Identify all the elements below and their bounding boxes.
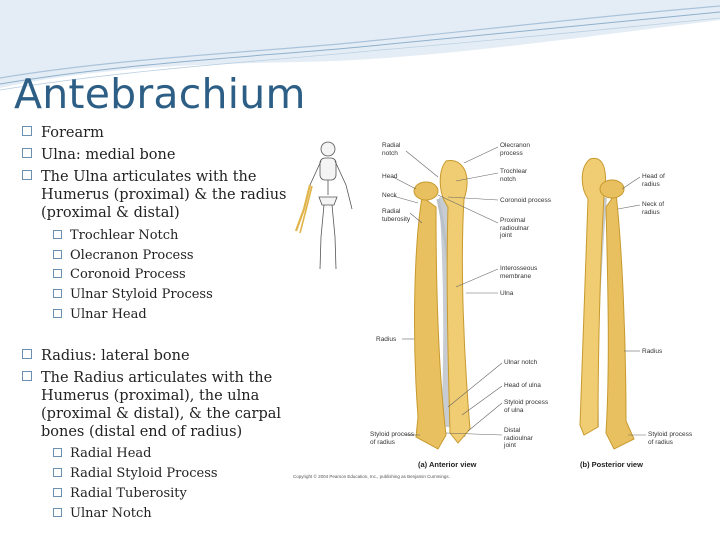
bullet-line: (proximal & distal), & the carpal bbox=[41, 406, 282, 422]
label-styloid-radius-anterior: Styloid process of radius bbox=[370, 431, 415, 446]
label-head-of-radius: Head of radius bbox=[642, 173, 665, 188]
sub-bullet-text: Trochlear Notch bbox=[70, 228, 179, 243]
bullet-marker-icon bbox=[53, 309, 62, 318]
bullet-line: (proximal & distal) bbox=[41, 205, 180, 221]
page-title: Antebrachium bbox=[14, 70, 306, 118]
bullet-marker-icon bbox=[53, 269, 62, 278]
label-interosseous-membrane: Interosseous membrane bbox=[500, 265, 538, 280]
label-head: Head bbox=[382, 173, 398, 180]
sub-bullet bbox=[70, 307, 147, 323]
bullet-radius bbox=[41, 347, 190, 365]
bullet-line: The Radius articulates with the bbox=[41, 370, 273, 386]
sub-bullet-text: Olecranon Process bbox=[70, 248, 194, 263]
label-trochlear-notch: Trochlear notch bbox=[500, 168, 528, 183]
label-styloid-radius-posterior: Styloid process of radius bbox=[648, 431, 693, 446]
skeleton-thumbnail bbox=[304, 142, 352, 269]
sub-bullet-text: Radial Tuberosity bbox=[70, 486, 187, 501]
bullet-marker-icon bbox=[22, 349, 32, 359]
figure-copyright: Copyright © 2004 Pearson Education, Inc., publishing as Benjamin Cummings. bbox=[293, 474, 450, 479]
sub-bullet-text: Coronoid Process bbox=[70, 267, 186, 282]
label-head-of-ulna: Head of ulna bbox=[504, 382, 541, 389]
bullet-line: The Ulna articulates with the bbox=[41, 169, 257, 185]
bullet-marker-icon bbox=[22, 170, 32, 180]
label-neck: Neck bbox=[382, 192, 397, 199]
label-proximal-radioulnar-joint: Proximal radioulnar joint bbox=[500, 217, 529, 239]
label-coronoid-process: Coronoid process bbox=[500, 197, 551, 204]
bullet-line: Humerus (proximal) & the radius bbox=[41, 187, 287, 203]
sub-bullet bbox=[70, 506, 152, 522]
sub-bullet bbox=[70, 466, 218, 482]
caption-posterior-view: (b) Posterior view bbox=[580, 460, 643, 469]
sub-bullet-text: Ulnar Head bbox=[70, 307, 147, 322]
label-radial-notch: Radial notch bbox=[382, 142, 401, 157]
sub-bullet bbox=[70, 267, 186, 283]
label-radial-tuberosity: Radial tuberosity bbox=[382, 208, 411, 223]
bullet-marker-icon bbox=[53, 488, 62, 497]
sub-bullet-text: Radial Head bbox=[70, 446, 152, 461]
sub-bullet-text: Ulnar Styloid Process bbox=[70, 287, 213, 302]
anterior-view-bones bbox=[414, 160, 470, 449]
label-radius-posterior: Radius bbox=[642, 348, 663, 355]
label-radius-anterior: Radius bbox=[376, 336, 397, 343]
bullet-marker-icon bbox=[53, 508, 62, 517]
bullet-line: Humerus (proximal), the ulna bbox=[41, 388, 260, 404]
bullet-text: Forearm bbox=[41, 125, 104, 141]
bullet-marker-icon bbox=[53, 468, 62, 477]
bullet-line: bones (distal end of radius) bbox=[41, 424, 243, 440]
forearm-anatomy-figure bbox=[288, 137, 708, 485]
bullet-radius-articulation bbox=[41, 369, 281, 441]
bullet-text: Radius: lateral bone bbox=[41, 348, 190, 364]
posterior-view-bones bbox=[580, 158, 634, 449]
sub-bullet bbox=[70, 486, 187, 502]
bullet-marker-icon bbox=[22, 148, 32, 158]
bullet-ulna bbox=[41, 146, 175, 164]
bullet-marker-icon bbox=[22, 126, 32, 136]
label-ulnar-notch: Ulnar notch bbox=[504, 359, 538, 366]
forearm-bones-illustration bbox=[288, 137, 708, 485]
label-styloid-ulna: Styloid process of ulna bbox=[504, 399, 549, 414]
bullet-marker-icon bbox=[22, 371, 32, 381]
sub-bullet bbox=[70, 446, 151, 462]
bullet-ulna-articulation bbox=[41, 168, 287, 222]
bullet-forearm bbox=[41, 124, 104, 142]
sub-bullet bbox=[70, 248, 194, 264]
label-olecranon-process: Olecranon process bbox=[500, 142, 530, 157]
sub-bullet bbox=[70, 287, 213, 303]
bullet-marker-icon bbox=[53, 250, 62, 259]
sub-bullet-text: Ulnar Notch bbox=[70, 506, 152, 521]
label-neck-of-radius: Neck of radius bbox=[642, 201, 665, 216]
caption-anterior-view: (a) Anterior view bbox=[418, 460, 477, 469]
bullet-marker-icon bbox=[53, 289, 62, 298]
sub-bullet bbox=[70, 228, 178, 244]
label-ulna: Ulna bbox=[500, 290, 514, 297]
sub-bullet-text: Radial Styloid Process bbox=[70, 466, 218, 481]
bullet-marker-icon bbox=[53, 230, 62, 239]
bullet-text: Ulna: medial bone bbox=[41, 147, 176, 163]
label-distal-radioulnar-joint: Distal radioulnar joint bbox=[504, 427, 533, 449]
bullet-marker-icon bbox=[53, 448, 62, 457]
